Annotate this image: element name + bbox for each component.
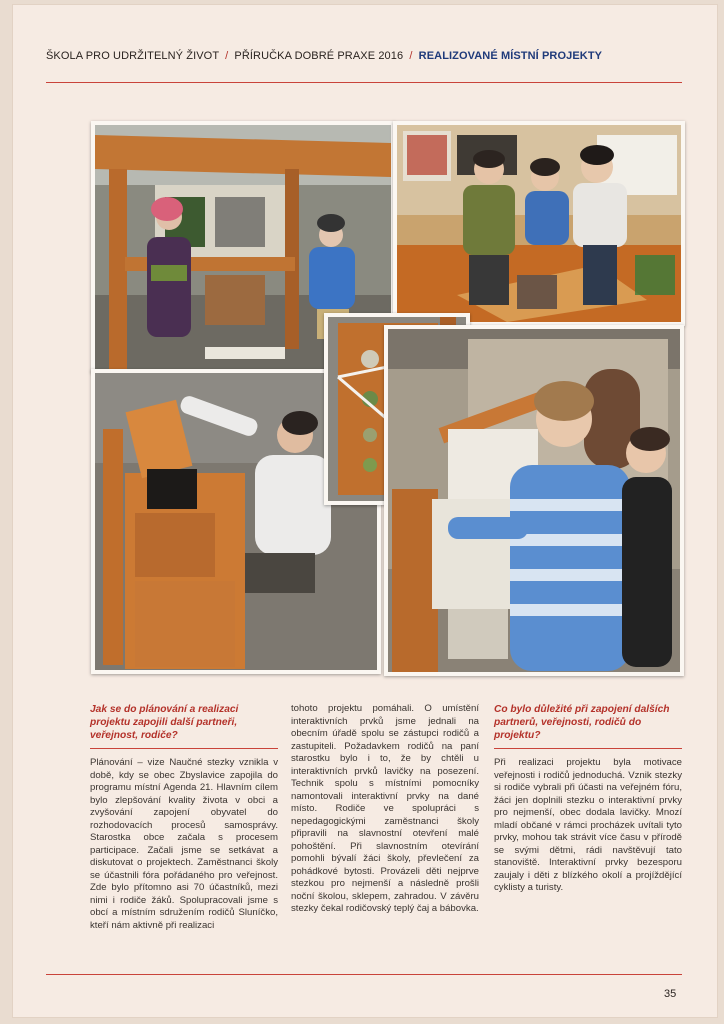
running-header bbox=[46, 50, 686, 62]
header-separator-2: / bbox=[409, 50, 413, 62]
question-rule-1 bbox=[90, 748, 278, 749]
question-heading-2: Co bylo důležité při zapojení dalších partnerů, veřejnosti, rodičů do projektu? bbox=[494, 704, 670, 741]
column-2 bbox=[291, 703, 479, 916]
question-heading-1: Jak se do plánování a realizaci projektu zapojili další partneři, veřejnost, rodiče? bbox=[90, 704, 239, 741]
header-school: ŠKOLA PRO UDRŽITELNÝ ŽIVOT bbox=[46, 50, 219, 62]
column-1 bbox=[90, 703, 278, 932]
column-3-text: Při realizaci projektu byla motivace veřejnosti i rodičů jednoduchá. Vznik stezky si rodiče vybrali při účasti na veřejném fóru, žáci jen doplnili stezku o interaktivní prvky pro nejmenší, obec dodala lavičky. Mnozí mladí občané v rámci procházek uvítali tyto prvky, mohou tak strávit více času v přírodě se svými dětmi, rádi navštěvují tato stanoviště. Interaktivní prvky bezesporu zaujaly i děti z blízkého okolí a projíždějící cyklisty a turisty. bbox=[494, 757, 682, 893]
column-2-text: tohoto projektu pomáhali. O umístění interaktivních prvků jsme jednali na obecním úřadě spolu se zástupci rodičů a zastupiteli. Požadavkem rodičů na paní starostku bylo i to, že by chtěli u interaktivních prvků lavičky na posezení. Technik spolu s místními pomocníky namontovali interaktivní prvky na dané místo. Rodiče ve spolupráci s nepedagogickými zaměstnanci školy připravili na slavnostní otevření malé pohoštění. Při slavnostním otevírání pomohli bývalí žáci školy, převlečení za pohádkové bytosti. Provázeli děti nejprve stezkou pro nejmenší a následně prošli noční školou, sklepem, zahradou. V závěru stezky čekal rodičovský teplý čaj a bábovka. bbox=[291, 703, 479, 914]
photo-boys-at-panels bbox=[384, 325, 684, 676]
question-rule-2 bbox=[494, 748, 682, 749]
column-3 bbox=[494, 703, 682, 895]
header-handbook: PŘÍRUČKA DOBRÉ PRAXE 2016 bbox=[234, 50, 404, 62]
header-rule bbox=[46, 82, 682, 83]
photo-classroom-kids bbox=[393, 121, 685, 326]
header-separator-1: / bbox=[225, 50, 229, 62]
header-section: REALIZOVANÉ MÍSTNÍ PROJEKTY bbox=[418, 50, 603, 62]
column-1-text: Plánování – vize Naučné stezky vznikla v době, kdy se obec Zbyslavice zapojila do programu místní Agenda 21. Hlavním cílem bylo zlepšování kvality života v obci a zvyšování zapojení obyvatel do rozhodovacích procesů samosprávy. Starostka obce začala s procesem participace. Začali jsme se setkávat a diskutovat o projektech. Zaměstnanci školy se účastnili fóra pořádaného pro veřejnost. Zde bylo přítomno asi 70 účastníků, mezi nimi i rodiče žáků. Spolupracovali jsme s obcí a místním sdružením rodičů Sluníčko, kteří nám aktivně při realizaci bbox=[90, 757, 278, 931]
footer-rule bbox=[46, 974, 682, 975]
page-number: 35 bbox=[664, 988, 677, 1000]
